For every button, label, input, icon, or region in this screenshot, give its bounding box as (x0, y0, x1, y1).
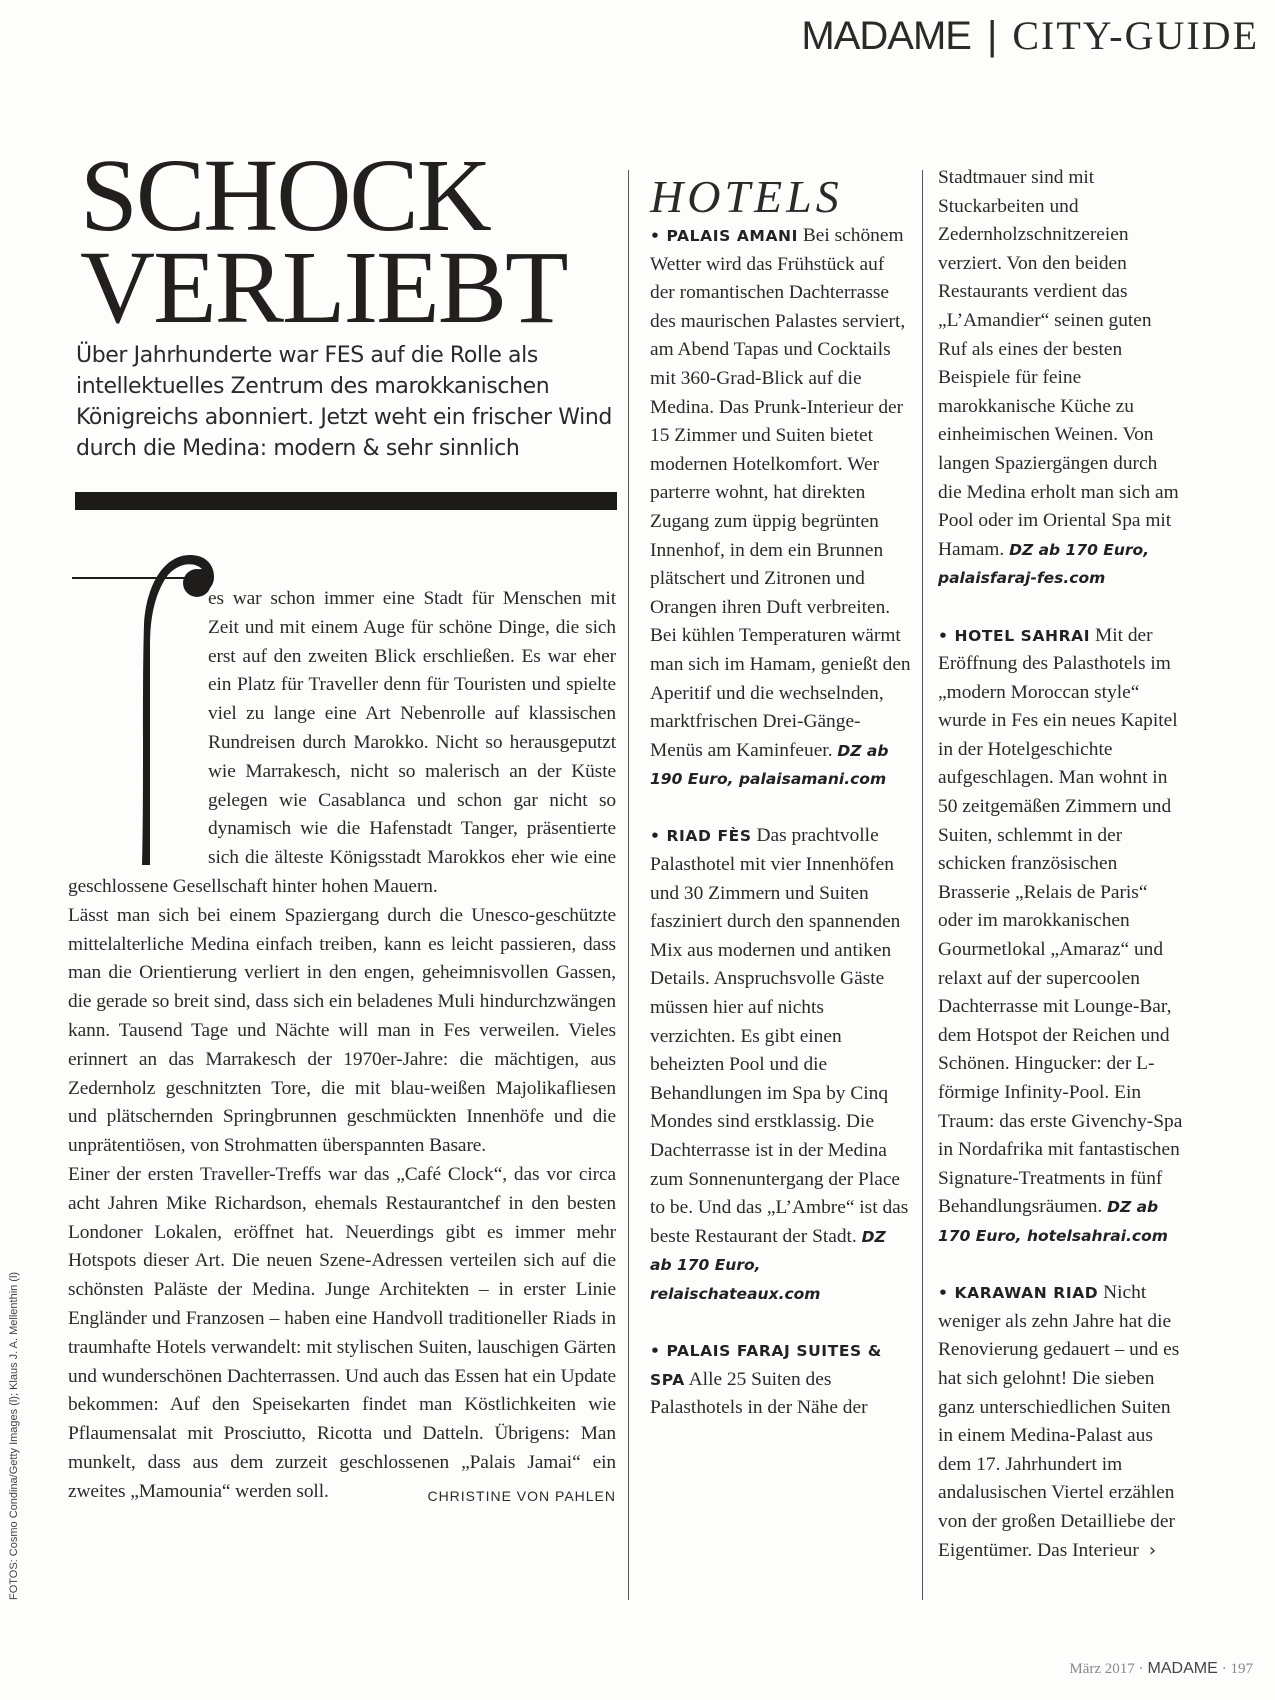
hotel-entry-palais-faraj-cont (938, 164, 1184, 593)
headline-line-1: SCHOCK (80, 138, 490, 253)
article-paragraph-1: es war schon immer eine Stadt für Menschen mit Zeit und mit einem Auge für schöne Dinge, die sich erst auf den zweiten Blick erschließen. Es war eher ein Platz für Traveller denn für Touristen und spielte viel zu lange eine Art Nebenrolle auf klassischen Rundreisen durch Marokko. Nicht so herausgeputzt wie Marrakesch, nicht so malerisch an der Küste gelegen wie Casablanca und schon gar nicht so dynamisch wie die Hafenstadt Tanger, präsentierte sich die älteste Königsstadt Marokkos eher wie eine geschlossene Gesellschaft hinter hohen Mauern. (68, 588, 616, 897)
drop-cap-space (68, 585, 208, 867)
hotel-text: Alle 25 Suiten des Palasthotels in der Nähe der (650, 1368, 868, 1419)
column-divider (922, 170, 923, 1600)
hotel-price: DZ ab 170 Euro, relaischateaux.com (650, 1227, 886, 1303)
hotel-text: Stadtmauer sind mit Stuckarbeiten und Zedernholzschnitzereien verziert. Von den beiden Restaurants verdient das „L’Amandier“ seinen guten Ruf als eines der besten Beispiele für feine marokkanische Küche zu einheimischen Weinen. Von langen Spaziergängen durch die Medina erholt man sich am Pool oder im Oriental Spa mit Hamam. (938, 167, 1179, 560)
hotels-column-1 (650, 172, 912, 1452)
hotel-price: DZ ab 190 Euro, palaisamani.com (650, 741, 889, 789)
photo-credit: FOTOS: Cosmo Condina/Getty Images (l); Klaus J. A. Mellenthin (l) (8, 1271, 20, 1600)
article-paragraph-2: Lässt man sich bei einem Spaziergang durch die Unesco-geschützte mittelalterliche Medina einfach treiben, kann es leicht passieren, dass man die Orientierung verliert in den engen, geheimnisvollen Gassen, die gerade so breit sind, dass sich ein beladenes Muli hindurchzwängen kann. Tausend Tage und Nächte will man in Fes verweilen. Vieles erinnert an das Marrakesch der 1970er-Jahre: die mächtigen, aus Zedernholz geschnitzten Tore, die mit blau-weißen Majolikafliesen und plätschernden Springbrunnen geschmückten Innenhöfe und die unprätentiösen, von Strohmatten überspannten Basare. (68, 904, 616, 1157)
hotel-price: DZ ab 170 Euro, hotelsahrai.com (938, 1198, 1168, 1245)
page-header (801, 12, 1259, 59)
headline (80, 138, 567, 345)
headline-line-2: VERLIEBT (80, 230, 567, 345)
hotel-text: Mit der Eröffnung des Palasthotels im „modern Moroccan style“ wurde in Fes ein neues Kapitel in der Hotelgeschichte aufgeschlagen. Man wohnt in 50 zeitgemäßen Zimmern und Suiten, schlemmt in der schicken französischen Brasserie „Relais de Paris“ oder im marokkanischen Gourmetlokal „Amaraz“ und relaxt auf der supercoolen Dachterrasse mit Lounge-Bar, dem Hotspot der Reichen und Schönen. Hingucker: der L-förmige Infinity-Pool. Ein Traum: das erste Givenchy-Spa in Nordafrika mit fantastischen Signature-Treatments in fünf Behandlungsräumen. (938, 624, 1183, 1218)
paragraph-3-text: Einer der ersten Traveller-Treffs war das „Café Clock“, das vor circa acht Jahren Mike Richardson, ehemals Restaurantchef in den besten Londoner Lokalen, eröffnet hat. Neuerdings gibt es immer mehr Hotspots dieser Art. Die neuen Szene-Adressen verteilen sich auf die schönsten Paläste der Medina. Junge Architekten – in erster Linie Engländer und Franzosen – haben eine Handvoll traditioneller Riads in traumhafte Hotels verwandelt: mit stylischen Suiten, lauschigen Gärten und wunderschönen Dachterrassen. Und auch das Essen hat ein Update bekommen: Auf den Speisekarten findet man Köstlichkeiten wie Pflaumensalat mit Prosciutto, Ricotta und Datteln. Übrigens: Man munkelt, dass aus dem zurzeit geschlossenen „Palais Jamai“ ein zweites „Mamounia“ werden soll. (68, 1163, 616, 1502)
header-section: CITY-GUIDE (1012, 13, 1259, 58)
hotel-entry-palais-amani (650, 222, 912, 794)
divider-bar (75, 492, 617, 510)
hotel-entry-karawan-riad (938, 1279, 1184, 1565)
column-divider (628, 170, 629, 1600)
header-magazine: MADAME (801, 14, 971, 58)
hotel-name: • PALAIS FARAJ SUITES & SPA (650, 1342, 882, 1389)
article-body (68, 585, 616, 1511)
hotel-text: Nicht weniger als zehn Jahre hat die Renovierung gedauert – und es hat sich gelohnt! Die sieben ganz unterschiedlichen Suiten in einem Medina-Palast aus dem 17. Jahrhundert im andalusischen Viertel erzählen von der großen Detailliebe der Eigentümer. Das Interieur (938, 1282, 1180, 1561)
hotel-name: • RIAD FÈS (650, 827, 752, 846)
section-title-hotels: HOTELS (650, 171, 843, 222)
header-separator: | (986, 14, 997, 58)
footer-page-number: · 197 (1221, 1661, 1253, 1677)
hotel-entry-palais-faraj-start (650, 1337, 912, 1423)
hotel-text: Bei schönem Wetter wird das Frühstück auf der romantischen Dachterrasse des maurischen Palastes serviert, am Abend Tapas und Cocktails mit 360-Grad-Blick auf die Medina. Das Prunk-Interieur der 15 Zimmer und Suiten bietet modernen Hotelkomfort. Wer parterre wohnt, hat direkten Zugang zum üppig begrünten Innenhof, in dem ein Brunnen plätschert und Zitronen und Orangen ihren Duft verbreiten. Bei kühlen Temperaturen wärmt man sich im Hamam, genießt den Aperitif und die wechselnden, marktfrischen Drei-Gänge-Menüs am Kaminfeuer. (650, 225, 911, 761)
hotel-name: • KARAWAN RIAD (938, 1284, 1099, 1303)
footer-date: März 2017 · (1069, 1661, 1144, 1677)
hotels-column-2 (938, 164, 1184, 1594)
hotel-name: • PALAIS AMANI (650, 227, 798, 245)
byline: CHRISTINE VON PAHLEN (427, 1487, 616, 1504)
footer-magazine: MADAME (1147, 1660, 1218, 1677)
continue-arrow-icon: › (1148, 1539, 1157, 1561)
hotel-text: Das prachtvolle Palasthotel mit vier Innenhöfen und 30 Zimmern und Suiten fasziniert durch den spannenden Mix aus modernen und antiken Details. Anspruchsvolle Gäste müssen hier auf nichts verzichten. Es gibt einen beheizten Pool und die Behandlungen im Spa by Cinq Mondes sind erstklassig. Die Dachterrasse ist in der Medina zum Sonnenuntergang der Place to be. Und das „L’Ambre“ ist das beste Restaurant der Stadt. (650, 825, 909, 1247)
hotel-name: • HOTEL SAHRAI (938, 626, 1091, 645)
hotel-price: DZ ab 170 Euro, palaisfaraj-fes.com (938, 540, 1150, 588)
hotel-entry-hotel-sahrai (938, 622, 1184, 1251)
deck-text: Über Jahrhunderte war FES auf die Rolle als intellektuelles Zentrum des marokkanischen Königreichs abonniert. Jetzt weht ein frischer Wind durch die Medina: modern & sehr sinnlich (76, 343, 612, 461)
page-footer (1069, 1660, 1253, 1678)
article-paragraph-3 (68, 1161, 616, 1507)
hotel-entry-riad-fes (650, 822, 912, 1308)
